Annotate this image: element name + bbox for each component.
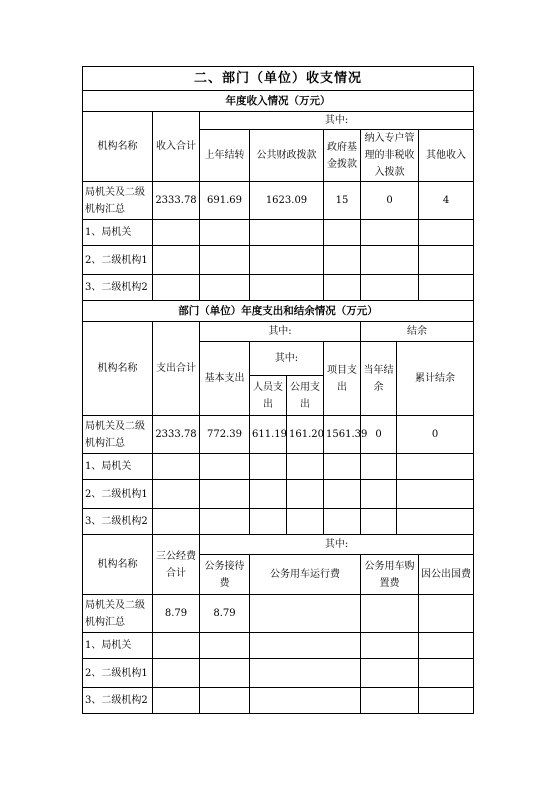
expense-cell: 0	[397, 416, 474, 454]
income-cell	[153, 220, 200, 246]
expense-cell	[287, 454, 324, 480]
expense-public-header: 公用支出	[287, 376, 324, 416]
expense-cell: 1561.39	[324, 416, 361, 454]
budget-table	[82, 66, 474, 714]
expense-cell	[200, 509, 250, 535]
income-cell	[324, 246, 361, 275]
three-public-row-name: 局机关及二级机构汇总	[83, 595, 153, 633]
expense-cell	[250, 509, 287, 535]
table-row	[83, 659, 474, 688]
income-cell	[419, 220, 474, 246]
three-public-org-header: 机构名称	[83, 535, 153, 595]
income-col-header: 政府基金拨款	[324, 130, 361, 182]
income-col-header: 纳入专户管理的非税收入拨款	[361, 130, 419, 182]
budget-document	[82, 66, 473, 714]
income-col-header: 其他收入	[419, 130, 474, 182]
income-col-header: 公共财政拨款	[250, 130, 324, 182]
three-public-cell	[361, 659, 419, 688]
three-public-vehicle-run-header: 公务用车运行费	[250, 555, 361, 595]
table-row	[83, 595, 474, 633]
three-public-cell	[419, 633, 474, 659]
expense-cell	[324, 480, 361, 509]
expense-balance-header: 结余	[361, 322, 474, 342]
expense-row-name: 3、二级机构2	[83, 509, 153, 535]
three-public-cell	[419, 659, 474, 688]
income-cell	[419, 246, 474, 275]
income-org-header: 机构名称	[83, 112, 153, 182]
expense-cell	[397, 509, 474, 535]
expense-of-which-header: 其中:	[200, 322, 361, 342]
three-public-of-which-header: 其中:	[200, 535, 474, 555]
three-public-cell	[200, 633, 250, 659]
expense-cell	[153, 509, 200, 535]
income-cell: 4	[419, 182, 474, 220]
table-row	[83, 454, 474, 480]
expense-cell: 161.20	[287, 416, 324, 454]
three-public-cell	[250, 595, 361, 633]
income-cell	[200, 275, 250, 301]
expense-year-balance-header: 当年结余	[361, 342, 397, 416]
table-row	[83, 246, 474, 275]
expense-total-header: 支出合计	[153, 322, 200, 416]
expense-cell	[324, 454, 361, 480]
expense-cell	[287, 480, 324, 509]
expense-cell: 772.39	[200, 416, 250, 454]
expense-cell	[397, 454, 474, 480]
expense-personnel-header: 人员支出	[250, 376, 287, 416]
income-cell	[250, 246, 324, 275]
table-row	[83, 509, 474, 535]
page-title: 二、部门（单位）收支情况	[83, 67, 474, 91]
three-public-vehicle-buy-header: 公务用车购置费	[361, 555, 419, 595]
expense-cell	[397, 480, 474, 509]
income-cell	[200, 246, 250, 275]
income-cell: 691.69	[200, 182, 250, 220]
three-public-cell	[419, 595, 474, 633]
expense-cell	[250, 480, 287, 509]
expense-cell: 0	[361, 416, 397, 454]
table-row	[83, 182, 474, 220]
three-public-cell: 8.79	[200, 595, 250, 633]
table-row	[83, 416, 474, 454]
income-cell	[324, 275, 361, 301]
three-public-row-name: 3、二级机构2	[83, 688, 153, 714]
three-public-cell	[200, 688, 250, 714]
expense-of-which2-header: 其中:	[250, 342, 324, 376]
income-cell: 1623.09	[250, 182, 324, 220]
income-cell: 0	[361, 182, 419, 220]
three-public-cell	[153, 659, 200, 688]
expense-cell	[361, 509, 397, 535]
expense-cell	[200, 454, 250, 480]
income-cell: 15	[324, 182, 361, 220]
expense-cell: 2333.78	[153, 416, 200, 454]
three-public-row-name: 2、二级机构1	[83, 659, 153, 688]
expense-cell	[153, 480, 200, 509]
income-of-which-header: 其中:	[200, 112, 474, 130]
table-row	[83, 688, 474, 714]
expense-subtitle: 部门（单位）年度支出和结余情况（万元）	[83, 301, 474, 322]
expense-row-name: 局机关及二级机构汇总	[83, 416, 153, 454]
table-row	[83, 220, 474, 246]
three-public-total-header: 三公经费合计	[153, 535, 200, 595]
table-row	[83, 480, 474, 509]
income-cell	[361, 220, 419, 246]
three-public-cell	[250, 688, 361, 714]
expense-project-header: 项目支出	[324, 342, 361, 416]
income-cell	[361, 275, 419, 301]
income-row-name: 2、二级机构1	[83, 246, 153, 275]
income-cell	[361, 246, 419, 275]
income-col-header: 上年结转	[200, 130, 250, 182]
three-public-cell: 8.79	[153, 595, 200, 633]
expense-cell	[361, 454, 397, 480]
three-public-cell	[153, 688, 200, 714]
income-cell	[419, 275, 474, 301]
income-row-name: 局机关及二级机构汇总	[83, 182, 153, 220]
three-public-abroad-header: 因公出国费	[419, 555, 474, 595]
expense-cell	[287, 509, 324, 535]
expense-cell	[200, 480, 250, 509]
income-row-name: 1、局机关	[83, 220, 153, 246]
expense-cell	[361, 480, 397, 509]
expense-cell	[324, 509, 361, 535]
three-public-cell	[361, 688, 419, 714]
three-public-cell	[250, 633, 361, 659]
table-row	[83, 633, 474, 659]
expense-row-name: 2、二级机构1	[83, 480, 153, 509]
income-row-name: 3、二级机构2	[83, 275, 153, 301]
income-subtitle: 年度收入情况（万元）	[83, 91, 474, 112]
income-cell	[324, 220, 361, 246]
income-cell	[153, 246, 200, 275]
expense-cum-balance-header: 累计结余	[397, 342, 474, 416]
income-cell	[250, 275, 324, 301]
income-cell	[250, 220, 324, 246]
income-total-header: 收入合计	[153, 112, 200, 182]
income-cell	[153, 275, 200, 301]
three-public-cell	[361, 633, 419, 659]
three-public-cell	[200, 659, 250, 688]
expense-basic-header: 基本支出	[200, 342, 250, 416]
income-cell	[200, 220, 250, 246]
three-public-cell	[361, 595, 419, 633]
expense-cell	[250, 454, 287, 480]
three-public-reception-header: 公务接待费	[200, 555, 250, 595]
three-public-row-name: 1、局机关	[83, 633, 153, 659]
three-public-cell	[419, 688, 474, 714]
three-public-cell	[153, 633, 200, 659]
table-row	[83, 275, 474, 301]
income-cell: 2333.78	[153, 182, 200, 220]
expense-row-name: 1、局机关	[83, 454, 153, 480]
expense-cell	[153, 454, 200, 480]
three-public-cell	[250, 659, 361, 688]
expense-org-header: 机构名称	[83, 322, 153, 416]
expense-cell: 611.19	[250, 416, 287, 454]
